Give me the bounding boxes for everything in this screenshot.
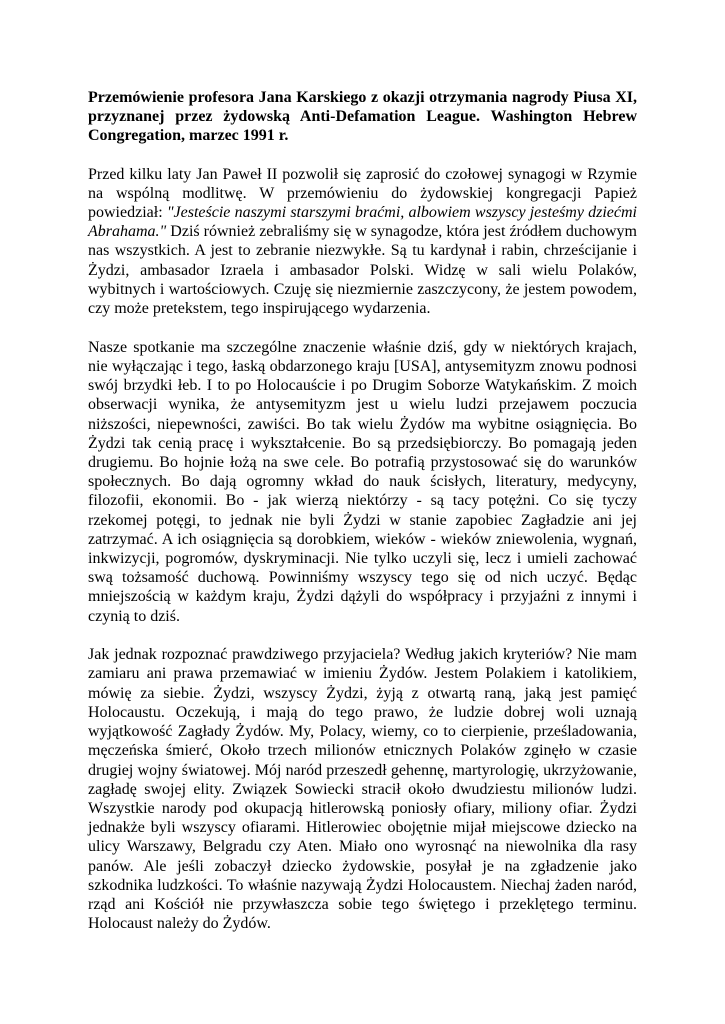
paragraph-1: [88, 165, 637, 319]
paragraph-3: Jak jednak rozpoznać prawdziwego przyjaciela? Według jakich kryteriów? Nie mam zamiaru ani prawa przemawiać w imieniu Żydów. Jestem Polakiem i katolikiem, mówię za siebie. Żydzi, wszyscy Żydzi, żyją z otwartą raną, jaką jest pamięć Holocaustu. Oczekują, i mają do tego prawo, że ludzie dobrej woli uznają wyjątkowość Zagłady Żydów. My, Polacy, wiemy, co to cierpienie, prześladowania, męczeńska śmierć, Około trzech milionów etnicznych Polaków zginęło w czasie drugiej wojny światowej. Mój naród przeszedł gehennę, martyrologię, ukrzyżowanie, zagładę swojej elity. Związek Sowiecki stracił około dwudziestu milionów ludzi. Wszystkie narody pod okupacją hitlerowską poniosły ofiary, miliony ofiar. Żydzi jednakże byli wszyscy ofiarami. Hitlerowiec obojętnie mijał miejscowe dziecko na ulicy Warszawy, Belgradu czy Aten. Miało ono wyrosnąć na niewolnika dla rasy panów. Ale jeśli zobaczył dziecko żydowskie, posyłał je na zgładzenie jako szkodnika ludzkości. To właśnie nazywają Żydzi Holocaustem. Niechaj żaden naród, rząd ani Kościół nie przywłaszcza sobie tego świętego i przeklętego terminu. Holocaust należy do Żydów.: [88, 646, 637, 933]
papal-quote: "Jesteście naszymi starszymi braćmi, albowiem wszyscy jesteśmy dziećmi Abrahama.": [88, 204, 637, 241]
paragraph-1-intro: Przed kilku laty Jan Paweł II pozwolił się zaprosić do czołowej synagogi w Rzymie na wspólną modlitwę. W przemówieniu do żydowskiej kongregacji Papież powiedział:: [88, 165, 637, 222]
paragraph-2: Nasze spotkanie ma szczególne znaczenie właśnie dziś, gdy w niektórych krajach, nie wyłączając i tego, łaską obdarzonego kraju [USA], antysemityzm znowu podnosi swój brzydki łeb. I to po Holocauście i po Drugim Soborze Watykańskim. Z moich obserwacji wynika, że antysemityzm jest u wielu ludzi przejawem poczucia niższości, niepewności, zawiści. Bo tak wielu Żydów ma wybitne osiągnięcia. Bo Żydzi tak cenią pracę i wykształcenie. Bo są przedsiębiorczy. Bo pomagają jeden drugiemu. Bo hojnie łożą na swe cele. Bo potrafią przystosować się do warunków społecznych. Bo dają ogromny wkład do nauk ścisłych, literatury, medycyny, filozofii, ekonomii. Bo - jak wierzą niektórzy - są tacy potężni. Co się tyczy rzekomej potęgi, to jednak nie byli Żydzi w stanie zapobiec Zagładzie ani jej zatrzymać. A ich osiągnięcia są dorobkiem, wieków - wieków zniewolenia, wygnań, inkwizycji, pogromów, dyskryminacji. Nie tylko uczyli się, lecz i umieli zachować swą tożsamość duchową. Powinniśmy wszyscy tego się od nich uczyć. Będąc mniejszością w każdym kraju, Żydzi dążyli do współpracy i przyjaźni z innymi i czynią to dziś.: [88, 338, 637, 625]
paragraph-1-rest: Dziś również zebraliśmy się w synagodze, która jest źródłem duchowym nas wszystkich. A jest to zebranie niezwykłe. Są tu kardynał i rabin, chrześcijanie i Żydzi, ambasador Izraela i ambasador Polski. Widzę w sali wielu Polaków, wybitnych i wartościowych. Czuję się niezmiernie zaszczycony, że jestem powodem, czy może pretekstem, tego inspirującego wydarzenia.: [88, 223, 637, 318]
document-page: [88, 88, 637, 933]
document-title: Przemówienie profesora Jana Karskiego z okazji otrzymania nagrody Piusa XI, przyznanej przez żydowską Anti-Defamation League. Washington Hebrew Congregation, marzec 1991 r.: [88, 89, 637, 145]
